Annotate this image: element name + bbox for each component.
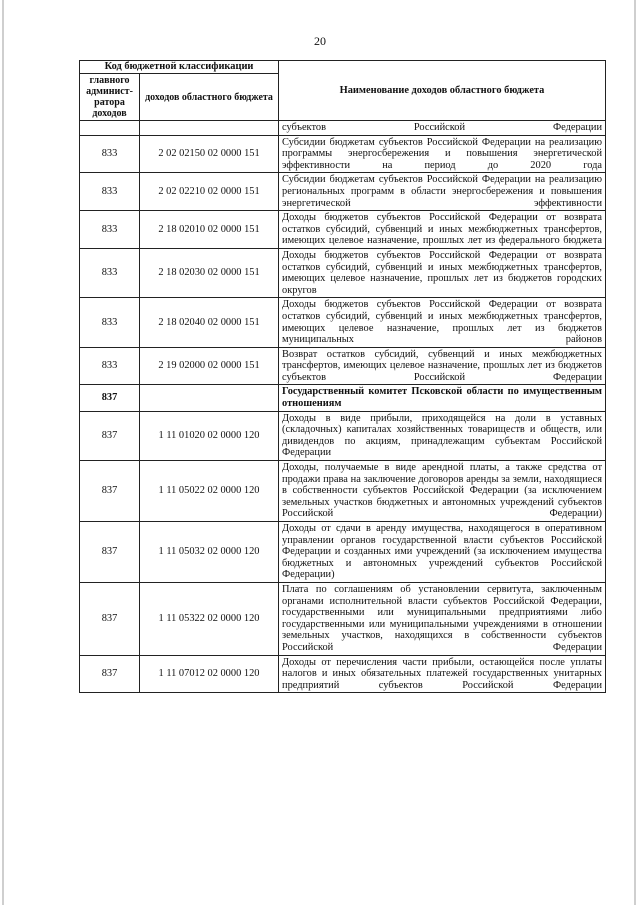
budget-code-cell: 2 18 02010 02 0000 151: [140, 211, 279, 249]
revenue-name-cell: Государственный комитет Псковской области по имущественным отношениям: [279, 385, 606, 411]
budget-code-cell: 1 11 05322 02 0000 120: [140, 582, 279, 655]
revenue-name-cell: Доходы от сдачи в аренду имущества, находящегося в оперативном управлении органов государственной власти субъектов Российской Федерации и созданных ими учреждений (за исключением имущества бюджетных и автономных учреждений субъектов Российской Федерации): [279, 522, 606, 583]
budget-code-cell: 2 02 02150 02 0000 151: [140, 135, 279, 173]
admin-code-cell: 837: [80, 582, 140, 655]
budget-code-cell: 1 11 05032 02 0000 120: [140, 522, 279, 583]
admin-code-cell: 837: [80, 461, 140, 522]
admin-code-cell: 837: [80, 385, 140, 411]
table-row: [80, 211, 606, 249]
table-body: [80, 121, 606, 693]
budget-code-cell: [140, 121, 279, 136]
admin-code-cell: 833: [80, 347, 140, 385]
admin-column-header: главного админист- ратора доходов: [80, 74, 140, 121]
admin-code-cell: 833: [80, 248, 140, 297]
revenue-name-cell: Доходы бюджетов субъектов Российской Федерации от возврата остатков субсидий, субвенций и иных межбюджетных трансфертов, имеющих целевое назначение, прошлых лет из федерального бюджета: [279, 211, 606, 249]
budget-code-cell: [140, 385, 279, 411]
admin-code-cell: 837: [80, 411, 140, 460]
admin-code-cell: 837: [80, 655, 140, 693]
revenue-name-cell: Доходы бюджетов субъектов Российской Федерации от возврата остатков субсидий, субвенций и иных межбюджетных трансфертов, имеющих целевое назначение, прошлых лет из бюджетов городских округов: [279, 248, 606, 297]
revenue-name-cell: Возврат остатков субсидий, субвенций и иных межбюджетных трансфертов, имеющих целевое назначение, прошлых лет из бюджетов субъектов Российской Федерации: [279, 347, 606, 385]
table-row: [80, 385, 606, 411]
code-column-header: доходов областного бюджета: [140, 74, 279, 121]
revenue-name-cell: Доходы бюджетов субъектов Российской Федерации от возврата остатков субсидий, субвенций и иных межбюджетных трансфертов, имеющих целевое назначение, прошлых лет из бюджетов муниципальных районов: [279, 298, 606, 347]
name-column-header: Наименование доходов областного бюджета: [279, 61, 606, 121]
budget-code-cell: 2 02 02210 02 0000 151: [140, 173, 279, 211]
table-row: [80, 347, 606, 385]
classification-group-header: Код бюджетной классификации: [80, 61, 279, 74]
budget-code-cell: 2 18 02040 02 0000 151: [140, 298, 279, 347]
revenue-name-cell: субъектов Российской Федерации: [279, 121, 606, 136]
admin-code-cell: 833: [80, 211, 140, 249]
table-row: [80, 173, 606, 211]
revenue-name-cell: Доходы, получаемые в виде арендной платы, а также средства от продажи права на заключение договоров аренды за земли, находящиеся в собственности субъектов Российской Федерации (за исключением земельных участков бюджетных и автономных учреждений субъектов Российской Федерации): [279, 461, 606, 522]
budget-classification-table: [79, 60, 606, 693]
table-row: [80, 135, 606, 173]
scan-edge-left: [2, 0, 4, 905]
budget-code-cell: 2 19 02000 02 0000 151: [140, 347, 279, 385]
admin-code-cell: 833: [80, 173, 140, 211]
budget-code-cell: 1 11 01020 02 0000 120: [140, 411, 279, 460]
table-row: [80, 522, 606, 583]
table-row: [80, 461, 606, 522]
budget-code-cell: 1 11 07012 02 0000 120: [140, 655, 279, 693]
admin-code-cell: 833: [80, 298, 140, 347]
table-row: [80, 298, 606, 347]
budget-code-cell: 2 18 02030 02 0000 151: [140, 248, 279, 297]
table-row: [80, 121, 606, 136]
admin-code-cell: 833: [80, 135, 140, 173]
revenue-name-cell: Доходы от перечисления части прибыли, остающейся после уплаты налогов и иных обязательных платежей государственных унитарных предприятий субъектов Российской Федерации: [279, 655, 606, 693]
revenue-name-cell: Субсидии бюджетам субъектов Российской Федерации на реализацию региональных программ в области энергосбережения и повышения энергетической эффективности: [279, 173, 606, 211]
table-row: [80, 411, 606, 460]
page-number: 20: [314, 34, 326, 48]
budget-code-cell: 1 11 05022 02 0000 120: [140, 461, 279, 522]
table-row: [80, 655, 606, 693]
revenue-name-cell: Плата по соглашениям об установлении сервитута, заключенным органами исполнительной власти субъектов Российской Федерации, государственными или муниципальными предприятиями либо государственными или муниципальными учреждениями в отношении земельных участков, находящихся в собственности субъектов Российской Федерации: [279, 582, 606, 655]
table-row: [80, 582, 606, 655]
table-row: [80, 248, 606, 297]
admin-code-cell: 837: [80, 522, 140, 583]
revenue-name-cell: Доходы в виде прибыли, приходящейся на доли в уставных (складочных) капиталах хозяйственных товариществ и обществ, или дивидендов по акциям, принадлежащим субъектам Российской Федерации: [279, 411, 606, 460]
admin-code-cell: [80, 121, 140, 136]
scan-edge-right: [634, 0, 636, 905]
revenue-name-cell: Субсидии бюджетам субъектов Российской Федерации на реализацию программы энергосбережения и повышения энергетической эффективности на период до 2020 года: [279, 135, 606, 173]
